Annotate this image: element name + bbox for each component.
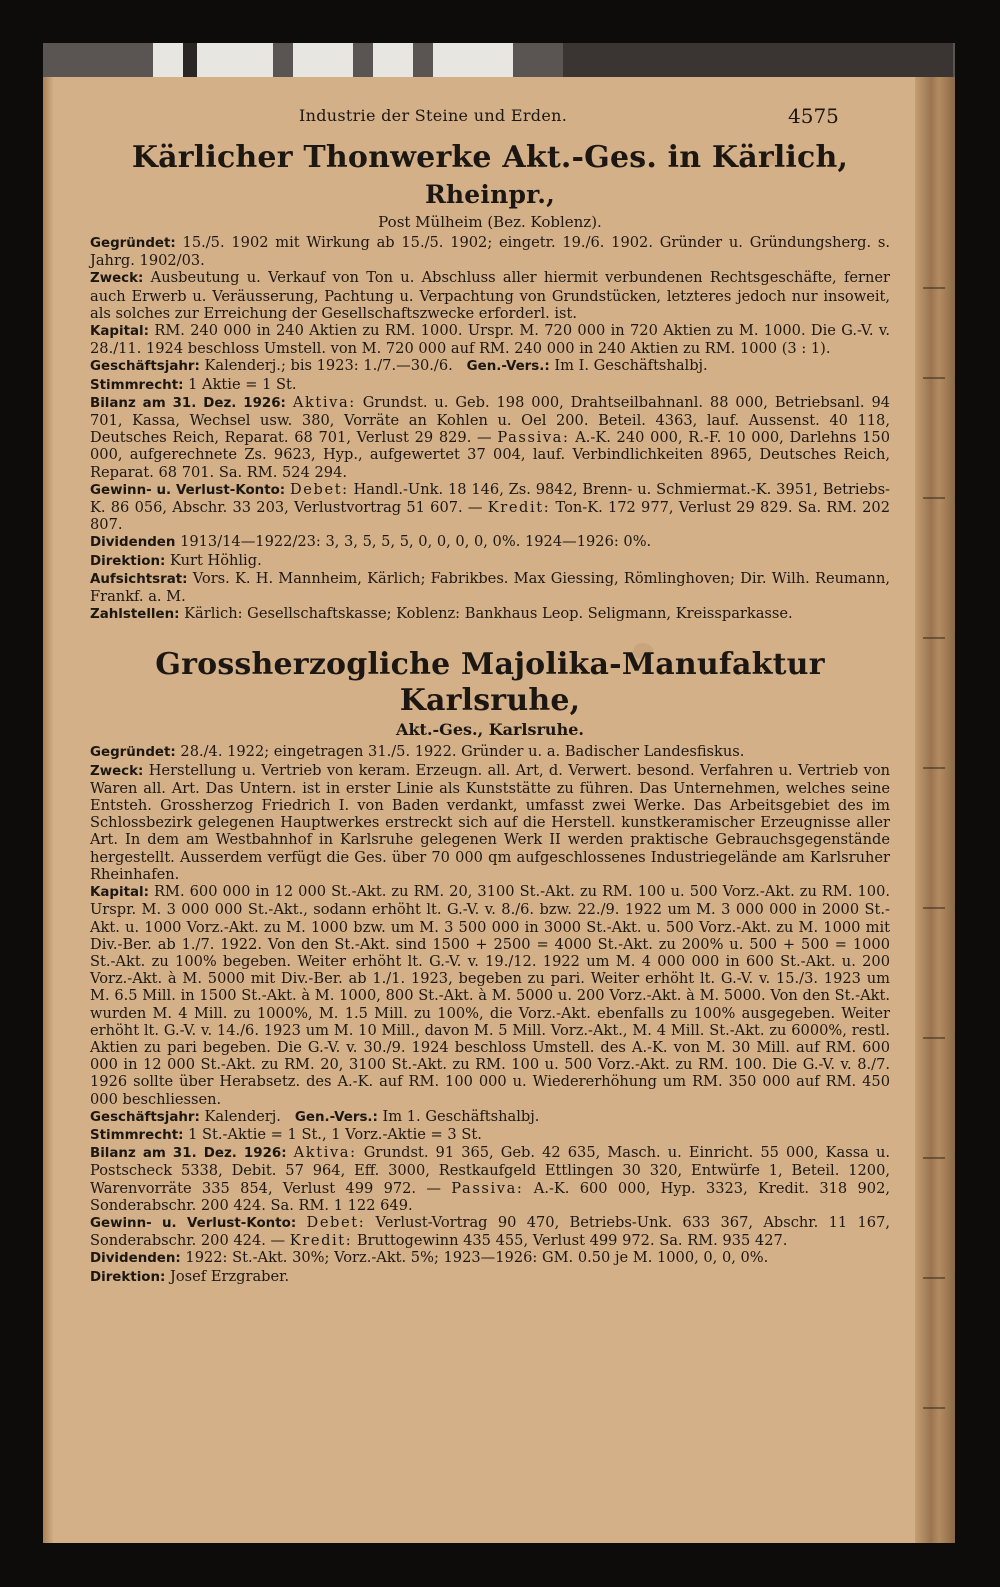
section-gegruendet: Gegründet: 28./4. 1922; eingetragen 31./5. 1922. Gründer u. a. Badischer Landesfiskus. [90,743,745,761]
section-aufsichtsrat: Aufsichtsrat: Vors. K. H. Mannheim, Kärlich; Fabrikbes. Max Giessing, Römlinghoven; Dir. Wilh. Reumann, Frankf. a. M. [90,569,890,606]
company-title-tail: Rheinpr., [424,180,556,209]
section-geschaeftsjahr: Geschäftsjahr: Kalenderj.; bis 1923: 1./7.—30./6. Gen.-Vers.: Im I. Geschäftshalbj. [90,357,708,375]
section-zahlstellen: Zahlstellen: Kärlich: Gesellschaftskasse; Koblenz: Bankhaus Leop. Seligmann, Kreissparkasse. [90,605,793,623]
scanned-page [43,43,955,1543]
section-kapital: Kapital: RM. 240 000 in 240 Aktien zu RM. 1000. Urspr. M. 720 000 in 720 Aktien zu M. 1000. Die G.-V. v. 28./11. 1924 beschloss Umstell. von M. 720 000 auf RM. 240 000 in 240 Aktien zu RM. 1000 (3 : 1). [90,322,891,358]
section-zweck: Zweck: Ausbeutung u. Verkauf von Ton u. Abschluss aller hiermit verbundenen Rechtsgeschäfte, ferner auch Erwerb u. Veräusserung, Pachtung u. Verpachtung von Grundstücken, letzteres jedoch nur insoweit, als solches zur Erreichung der Gesellschaftszwecke erforderl. ist. [90,269,891,322]
section-gewinn-verlust: Gewinn- u. Verlust-Konto: Debet: Handl.-Unk. 18 146, Zs. 9842, Brenn- u. Schmiermat.-K. 3951, Betriebs-K. 86 056, Abschr. 33 203, Verlustvortrag 51 607. — Kredit: Ton-K. 172 977, Verlust 29 829. Sa. RM. 202 807. [90,480,891,534]
section-gewinn-verlust: Gewinn- u. Verlust-Konto: Debet: Verlust-Vortrag 90 470, Betriebs-Unk. 633 367, Abschr. 11 167, Sonderabschr. 200 424. — Kredit: Bruttogewinn 435 455, Verlust 499 972. Sa. RM. 935 427. [90,1213,890,1250]
section-geschaeftsjahr: Geschäftsjahr: Kalenderj. Gen.-Vers.: Im 1. Geschäftshalbj. [90,1107,540,1125]
page-gutter-shadow [43,77,53,1543]
page-content [90,100,890,1286]
section-direktion: Direktion: Josef Erzgraber. [90,1267,290,1285]
book-spine-strip [43,43,955,77]
company-title [90,140,890,213]
company-subtitle: Akt.-Ges., Karlsruhe. [396,720,584,740]
section-bilanz: Bilanz am 31. Dez. 1926: Aktiva: Grundst. 91 365, Geb. 42 635, Masch. u. Einricht. 55 000, Kassa u. Postscheck 5338, Debit. 57 964, Eff. 3000, Restkaufgeld Ettlingen 30 320, Entwürfe 1, Beteil. 1200, Warenvorräte 335 854, Verlust 499 972. — Passiva: A.-K. 600 000, Hyp. 3323, Kredit. 318 902, Sonderabschr. 200 424. Sa. RM. 1 122 649. [90,1144,890,1214]
company-entry-majolika-manufaktur [90,647,890,1285]
section-stimmrecht: Stimmrecht: 1 Aktie = 1 St. [90,375,297,393]
section-dividenden: Dividenden 1913/14—1922/23: 3, 3, 5, 5, 5, 0, 0, 0, 0, 0%. 1924—1926: 0%. [90,533,652,551]
running-head-title: Industrie der Steine und Erden. [299,106,568,125]
section-stimmrecht: Stimmrecht: 1 St.-Aktie = 1 St., 1 Vorz.-Aktie = 3 St. [90,1125,482,1143]
running-head [90,100,890,130]
section-direktion: Direktion: Kurt Höhlig. [90,551,262,569]
company-title: Grossherzogliche Majolika-Manufaktur Karlsruhe, [155,647,825,719]
company-subtitle: Post Mülheim (Bez. Koblenz). [378,213,602,231]
page-number: 4575 [788,104,839,128]
section-bilanz: Bilanz am 31. Dez. 1926: Aktiva: Grundst. u. Geb. 198 000, Drahtseilbahnanl. 88 000, Betriebsanl. 94 701, Kassa, Wechsel usw. 380, Vorräte an Kohlen u. Oel 200. Beteil. 4363, lauf. Aussenst. 40 118, Deutsches Reich, Reparat. 68 701, Verlust 29 829. — Passiva: A.-K. 240 000, R.-F. 10 000, Darlehns 150 000, aufgerechnete Zs. 9623, Hyp., aufgewertet 37 004, lauf. Verbindlichkeiten 8965, Deutsches Reich, Reparat. 68 701. Sa. RM. 524 294. [90,393,891,481]
section-dividenden: Dividenden: 1922: St.-Akt. 30%; Vorz.-Akt. 5%; 1923—1926: GM. 0.50 je M. 1000, 0, 0, 0%. [90,1249,769,1267]
company-title-main: Kärlicher Thonwerke Akt.-Ges. in Kärlich, [131,140,849,175]
company-entry-kaerlicher-thonwerke [90,140,890,623]
page-stack-edge [915,77,955,1543]
section-kapital: Kapital: RM. 600 000 in 12 000 St.-Akt. zu RM. 20, 3100 St.-Akt. zu RM. 100 u. 500 Vorz.-Akt. zu RM. 100. Urspr. M. 3 000 000 St.-Akt., sodann erhöht lt. G.-V. v. 8./6. bzw. 22./9. 1922 um M. 3 000 000 in 2000 St.-Akt. u. 1000 Vorz.-Akt. zu M. 1000 bzw. um M. 3 500 000 in 3000 St.-Akt. u. 500 Vorz.-Akt. zu M. 1000 mit Div.-Ber. ab 1./7. 1922. Von den St.-Akt. sind 1500 + 2500 = 4000 St.-Akt. zu 200% u. 500 + 500 = 1000 St.-Akt. zu 100% begeben. Weiter erhöht lt. G.-V. v. 19./12. 1922 um M. 4 000 000 in 600 St.-Akt. u. 200 Vorz.-Akt. à M. 5000 mit Div.-Ber. ab 1./1. 1923, begeben zu pari. Weiter erhöht lt. G.-V. v. 15./3. 1923 um M. 6.5 Mill. in 1500 St.-Akt. à M. 1000, 800 St.-Akt. à M. 5000 u. 200 Vorz.-Akt. à M. 5000. Von den St.-Akt. wurden M. 4 Mill. zu 1000%, M. 1.5 Mill. zu 100%, die Vorz.-Akt. ebenfalls zu 100% ausgegeben. Weiter erhöht lt. G.-V. v. 14./6. 1923 um M. 10 Mill., davon M. 5 Mill. Vorz.-Akt., M. 4 Mill. St.-Akt. zu 6000%, restl. Aktien zu pari begeben. Die G.-V. v. 30./9. 1924 beschloss Umstell. des A.-K. von M. 30 Mill. auf RM. 600 000 in 12 000 St.-Akt. zu RM. 20, 3100 St.-Akt. zu RM. 100 u. 500 Vorz.-Akt. zu RM. 100. Die G.-V. v. 8./7. 1926 sollte über Herabsetz. des A.-K. auf RM. 100 000 u. Wiedererhöhung um RM. 350 000 auf RM. 450 000 beschliessen. [90,883,890,1108]
section-gegruendet: Gegründet: 15./5. 1902 mit Wirkung ab 15./5. 1902; eingetr. 19./6. 1902. Gründer u. Gründungsherg. s. Jahrg. 1902/03. [90,234,890,270]
section-zweck: Zweck: Herstellung u. Vertrieb von keram. Erzeugn. all. Art, d. Verwert. besond. Verfahren u. Vertrieb von Waren all. Art. Das Untern. ist in erster Linie als Kunststätte zu führen. Das Unternehmen, welches seine Entsteh. Grossherzog Friedrich I. von Baden verdankt, umfasst zwei Werke. Das Arbeitsgebiet des im Schlossbezirk gelegenen Hauptwerkes erstreckt sich auf die Herstell. kunstkeramischer Erzeugnisse aller Art. In dem am Westbahnhof in Karlsruhe gelegenen Werk II werden praktische Gebrauchsgegenstände hergestellt. Ausserdem verfügt die Ges. über 70 000 qm aufgeschlossenes Industriegelände am Karlsruher Rheinhafen. [90,761,891,883]
